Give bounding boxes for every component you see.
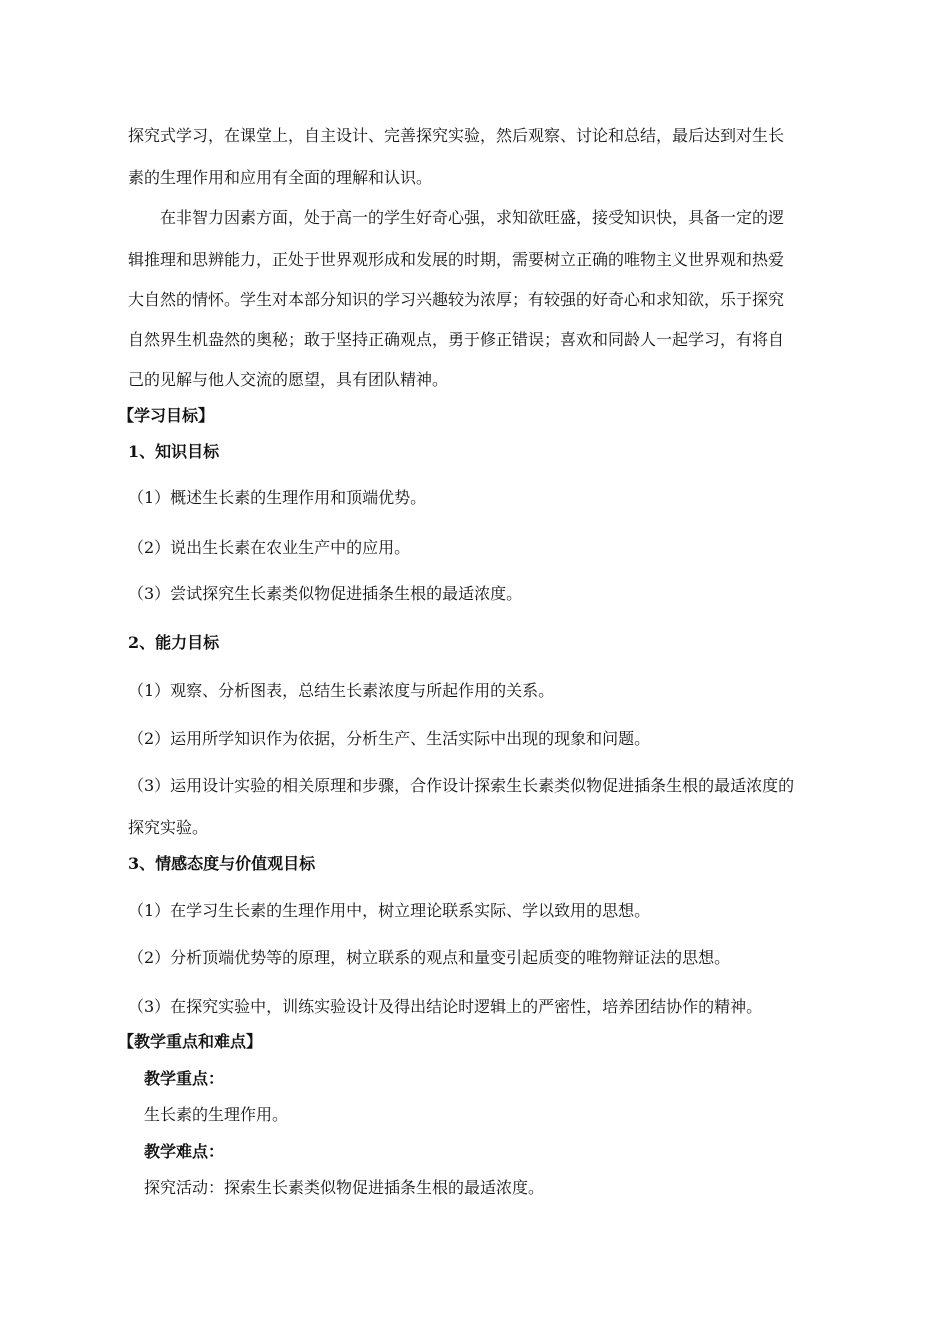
emotion-item-3: （3）在探究实验中，训练实验设计及得出结论时逻辑上的严密性，培养团结协作的精神。 [128,997,763,1016]
ability-goal-title: 2、能力目标 [128,633,220,652]
difficulty-text: 探究活动：探索生长素类似物促进插条生根的最适浓度。 [144,1178,545,1197]
emotion-goal-title: 3、情感态度与价值观目标 [128,854,316,873]
ability-item-1: （1）观察、分析图表，总结生长素浓度与所起作用的关系。 [128,681,555,700]
nonintel-line-5: 己的见解与他人交流的愿望，具有团队精神。 [128,370,449,389]
learning-goals-heading: 【学习目标】 [118,406,215,425]
emotion-item-1: （1）在学习生长素的生理作用中，树立理论联系实际、学以致用的思想。 [128,901,651,920]
knowledge-item-3: （3）尝试探究生长素类似物促进插条生根的最适浓度。 [128,584,523,603]
focus-text: 生长素的生理作用。 [144,1105,289,1124]
nonintel-line-4: 自然界生机盎然的奥秘；敢于坚持正确观点，勇于修正错误；喜欢和同龄人一起学习，有将自 [128,330,785,349]
focus-label: 教学重点： [144,1069,225,1088]
nonintel-line-2: 辑推理和思辨能力，正处于世界观形成和发展的时期，需要树立正确的唯物主义世界观和热爱 [128,250,785,269]
difficulty-label: 教学难点： [144,1142,225,1161]
nonintel-line-1: 在非智力因素方面，处于高一的学生好奇心强，求知欲旺盛，接受知识快，具备一定的逻 [160,208,785,227]
knowledge-item-1: （1）概述生长素的生理作用和顶端优势。 [128,488,427,507]
knowledge-item-2: （2）说出生长素在农业生产中的应用。 [128,538,411,557]
intro-line-2: 素的生理作用和应用有全面的理解和认识。 [128,168,433,187]
intro-line-1: 探究式学习，在课堂上，自主设计、完善探究实验，然后观察、讨论和总结，最后达到对生长 [128,126,785,145]
key-points-heading: 【教学重点和难点】 [118,1032,263,1051]
nonintel-line-3: 大自然的情怀。学生对本部分知识的学习兴趣较为浓厚；有较强的好奇心和求知欲，乐于探究 [128,290,785,309]
ability-item-2: （2）运用所学知识作为依据，分析生产、生活实际中出现的现象和问题。 [128,729,651,748]
emotion-item-2: （2）分析顶端优势等的原理，树立联系的观点和量变引起质变的唯物辩证法的思想。 [128,948,731,967]
ability-item-3: （3）运用设计实验的相关原理和步骤，合作设计探索生长素类似物促进插条生根的最适浓度的 [128,776,795,795]
ability-item-3-cont: 探究实验。 [128,818,209,837]
knowledge-goal-title: 1、知识目标 [128,442,220,461]
